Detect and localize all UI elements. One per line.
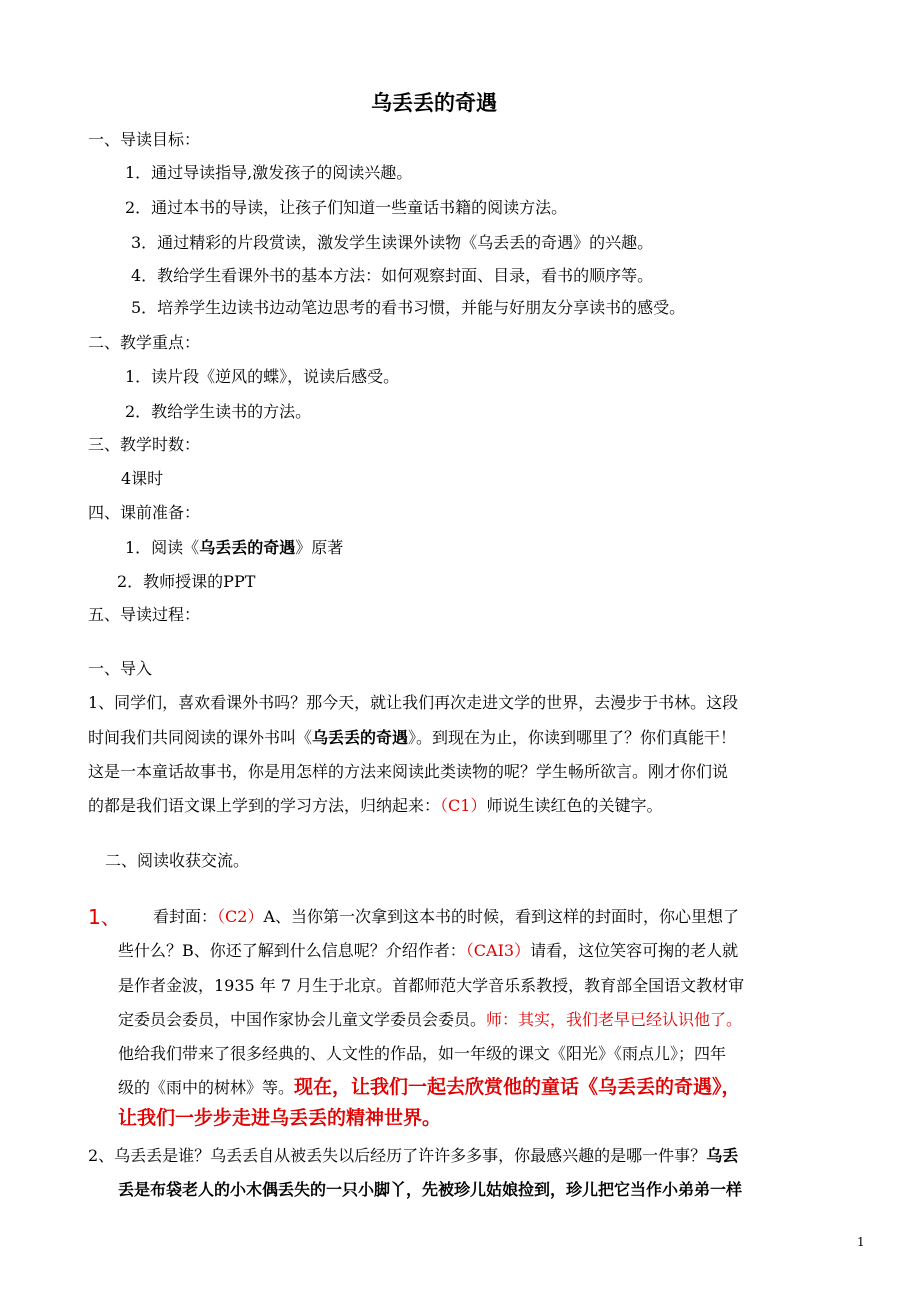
intro-line-4 bbox=[88, 796, 662, 816]
section-heading-focus: 二、教学重点： bbox=[88, 333, 201, 352]
q2-line-1 bbox=[88, 1146, 738, 1166]
section-heading-process: 五、导读过程： bbox=[88, 605, 201, 624]
exchange-line-1-post: A、当你第一次拿到这本书的时候，看到这样的封面时，你心里想了 bbox=[263, 907, 740, 926]
section-heading-hours: 三、教学时数： bbox=[88, 435, 201, 454]
intro-line-4-red: （C1） bbox=[440, 796, 487, 815]
section-heading-goals: 一、导读目标： bbox=[88, 130, 201, 149]
q2-line-1-pre: 2、乌丢丢是谁？乌丢丢自从被丢失以后经历了许许多多事，你最感兴趣的是哪一件事？ bbox=[88, 1146, 707, 1165]
exchange-heading: 二、阅读收获交流。 bbox=[105, 851, 250, 870]
focus-item-2: 2．教给学生读书的方法。 bbox=[125, 402, 312, 421]
exchange-line-2-post: 请看，这位笑容可掬的老人就 bbox=[530, 941, 739, 960]
intro-line-4-pre: 的都是我们语文课上学到的学习方法，归纳起来： bbox=[88, 796, 441, 815]
intro-line-2-book: 乌丢丢的奇遇 bbox=[312, 728, 409, 747]
focus-item-1: 1．读片段《逆风的蝶》，说读后感受。 bbox=[125, 367, 400, 386]
prep-item-2: 2．教师授课的PPT bbox=[117, 572, 256, 591]
exchange-line-6-red: 现在，让我们一起去欣赏他的童话《乌丢丢的奇遇》， bbox=[294, 1076, 741, 1098]
intro-line-3: 这是一本童话故事书，你是用怎样的方法来阅读此类读物的呢？学生畅所欲言。刚才你们说 bbox=[88, 762, 729, 781]
exchange-line-4-red: 师：其实，我们老早已经认识他了。 bbox=[486, 1010, 743, 1029]
prep-item-1-pre: 1．阅读《 bbox=[125, 538, 200, 557]
exchange-line-1-pre: 看封面： bbox=[153, 907, 218, 926]
exchange-line-3: 是作者金波，1935 年 7 月生于北京。首都师范大学音乐系教授，教育部全国语文教材审 bbox=[118, 976, 745, 995]
exchange-line-4-pre: 定委员会委员，中国作家协会儿童文学委员会委员。 bbox=[118, 1010, 487, 1029]
hours-value: 4课时 bbox=[121, 469, 164, 488]
section-heading-prep: 四、课前准备： bbox=[88, 503, 201, 522]
goal-item-5: 5．培养学生边读书边动笔边思考的看书习惯，并能与好朋友分享读书的感受。 bbox=[131, 298, 686, 317]
exchange-line-5: 他给我们带来了很多经典的、人文性的作品，如一年级的课文《阳光》《雨点儿》；四年 bbox=[118, 1044, 727, 1063]
exchange-line-1 bbox=[153, 907, 739, 927]
exchange-number: 1、 bbox=[88, 905, 121, 929]
intro-heading: 一、导入 bbox=[88, 659, 153, 678]
q2-line-2: 丢是布袋老人的小木偶丢失的一只小脚丫，先被珍儿姑娘捡到，珍儿把它当作小弟弟一样 bbox=[118, 1180, 743, 1199]
exchange-line-6-pre: 级的《雨中的树林》等。 bbox=[118, 1078, 295, 1097]
page-title: 乌丢丢的奇遇 bbox=[371, 91, 497, 115]
exchange-line-2-red: （CAI3） bbox=[465, 941, 531, 960]
exchange-line-2-pre: 些什么？B、你还了解到什么信息呢？介绍作者： bbox=[118, 941, 466, 960]
page-number: 1 bbox=[857, 1235, 865, 1249]
exchange-line-4 bbox=[118, 1010, 742, 1030]
intro-line-2-pre: 时间我们共同阅读的课外书叫《 bbox=[88, 728, 313, 747]
goal-item-2: 2．通过本书的导读，让孩子们知道一些童话书籍的阅读方法。 bbox=[125, 198, 568, 217]
intro-line-2 bbox=[88, 728, 736, 748]
goal-item-4: 4．教给学生看课外书的基本方法：如何观察封面、目录，看书的顺序等。 bbox=[131, 266, 654, 285]
q2-line-1-bold: 乌丢 bbox=[706, 1146, 739, 1165]
prep-item-1-post: 》原著 bbox=[295, 538, 344, 557]
goal-item-1: 1．通过导读指导,激发孩子的阅读兴趣。 bbox=[125, 163, 413, 182]
prep-item-1-book: 乌丢丢的奇遇 bbox=[199, 538, 296, 557]
intro-line-1: 1、同学们，喜欢看课外书吗？那今天，就让我们再次走进文学的世界，去漫步于书林。这段 bbox=[88, 693, 739, 712]
exchange-line-7: 让我们一步步走进乌丢丢的精神世界。 bbox=[118, 1107, 442, 1129]
exchange-line-1-red: （C2） bbox=[217, 907, 264, 926]
prep-item-1 bbox=[125, 538, 343, 558]
exchange-line-2 bbox=[118, 941, 738, 961]
intro-line-2-post: 》。到现在为止，你读到哪里了？你们真能干！ bbox=[408, 728, 737, 747]
exchange-line-6 bbox=[118, 1077, 741, 1098]
goal-item-3: 3．通过精彩的片段赏读，激发学生读课外读物《乌丢丢的奇遇》的兴趣。 bbox=[131, 233, 654, 252]
intro-line-4-post: 师说生读红色的关键字。 bbox=[486, 796, 663, 815]
